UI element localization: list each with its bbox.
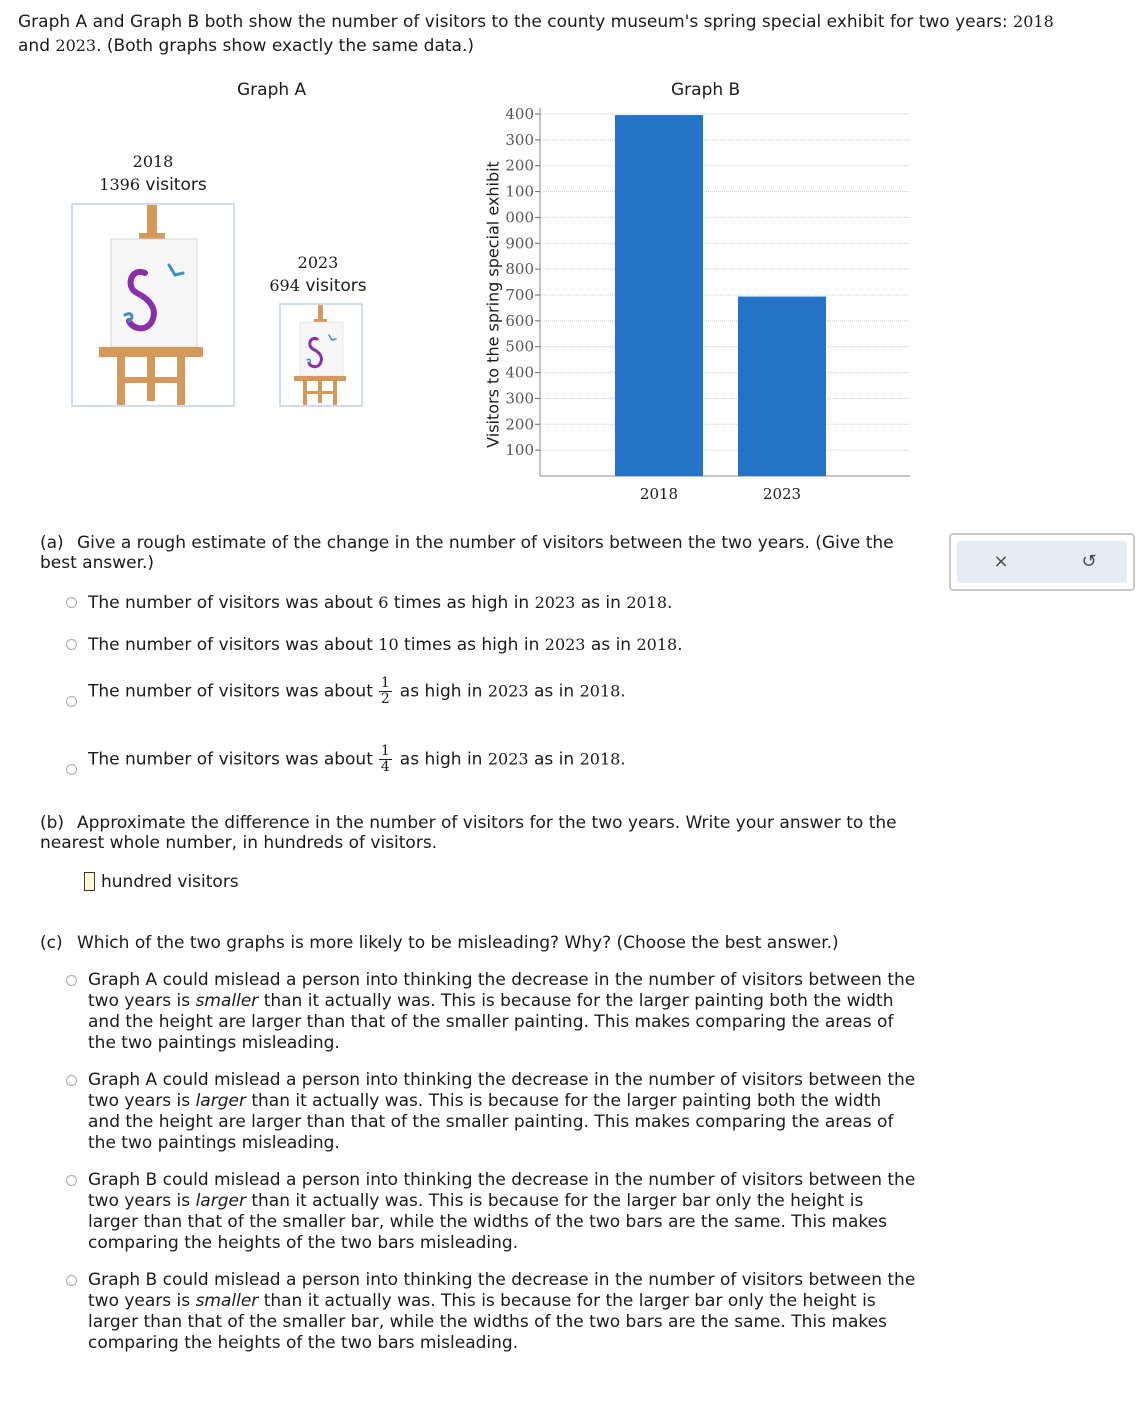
y-tick-label: 100 [505,182,534,201]
easel-painting-small-icon [281,305,361,405]
y-tick-label: 500 [505,337,534,356]
x-tick-label-2023: 2023 [762,485,802,503]
radio-button[interactable] [66,639,77,650]
y-tick-label: 800 [505,260,534,279]
painting-2018-frame [71,203,235,407]
graph-b-title: Graph B [671,80,741,100]
part-c-option-3[interactable]: Graph B could mislead a person into thinking the decrease in the number of visitors between the two years is larger than it actually was. This is because for the larger bar only the height is larger than that of the smaller bar, while the widths of the two bars are the same. This makes comparing the heights of the two bars misleading. [66,1170,916,1254]
intro-text: Graph A and Graph B both show the number of visitors to the county museum's spring special exhibit for two years: 2018 and 2023. (Both graphs show exactly the same data.) [18,12,1054,56]
radio-button[interactable] [66,975,77,986]
radio-button[interactable] [66,764,77,775]
radio-button[interactable] [66,696,77,707]
part-a-option-2[interactable]: The number of visitors was about 10 times as high in 2023 as in 2018. [66,634,916,656]
fraction-one-quarter: $\frac{1}{4}$ [380,743,390,775]
intro-year-2: 2023 [55,36,97,55]
part-c-option-2[interactable]: Graph A could mislead a person into thinking the decrease in the number of visitors between the two years is larger than it actually was. This is because for the larger painting both the width and the height are larger than that of the smaller painting. This makes comparing the areas of the two paintings misleading. [66,1070,916,1154]
part-a-question: (a) Give a rough estimate of the change in the number of visitors between the two years. (Give the best answer.) [40,533,894,573]
y-tick-label: 400 [505,105,534,123]
bar-2023 [738,297,826,476]
y-tick-label: 300 [505,130,534,149]
clear-button[interactable]: × [993,551,1009,572]
part-b-question: (b) Approximate the difference in the number of visitors for the two years. Write your answer to the nearest whole number, in hundreds of visitors. [40,813,897,853]
y-tick-label: 100 [505,441,534,460]
graph-a-label-2023: 2023 694 visitors [269,253,367,296]
part-c-question: (c) Which of the two graphs is more likely to be misleading? Why? (Choose the best answer.) [40,933,839,953]
intro-year-1: 2018 [1013,12,1054,31]
painting-2023-frame [279,303,363,407]
part-b-answer-row [84,872,239,892]
x-tick-label-2018: 2018 [639,485,679,503]
radio-button[interactable] [66,597,77,608]
graph-a-label-2018: 2018 1396 visitors [99,152,207,195]
radio-button[interactable] [66,1275,77,1286]
y-tick-label: 000 [505,208,534,227]
part-a-option-3[interactable]: The number of visitors was about $\frac{1}{2}$ as high in 2023 as in 2018. [66,676,916,707]
chart-y-axis-label: Visitors to the spring special exhibit [483,161,503,448]
y-tick-label: 300 [505,389,534,408]
y-tick-label: 200 [505,415,534,434]
part-a-option-1[interactable]: The number of visitors was about 6 times as high in 2023 as in 2018. [66,592,916,614]
radio-button[interactable] [66,1175,77,1186]
part-c-option-4[interactable]: Graph B could mislead a person into thinking the decrease in the number of visitors between the two years is smaller than it actually was. This is because for the larger bar only the height is larger than that of the smaller bar, while the widths of the two bars are the same. This makes comparing the heights of the two bars misleading. [66,1270,916,1354]
undo-button[interactable]: ↺ [1081,551,1097,572]
y-tick-label: 400 [505,363,534,382]
bar-2018 [615,115,703,476]
answer-unit: hundred visitors [101,872,239,892]
graph-a-title: Graph A [237,80,307,100]
answer-input[interactable] [84,872,95,891]
radio-button[interactable] [66,1075,77,1086]
y-tick-label: 700 [505,286,534,304]
graph-b-bar-chart [480,98,920,508]
y-tick-label: 900 [505,234,534,253]
part-a-option-4[interactable]: The number of visitors was about $\frac{1}{4}$ as high in 2023 as in 2018. [66,744,916,775]
y-tick-label: 200 [505,156,534,175]
answer-toolbar [949,533,1135,591]
y-tick-label: 600 [505,311,534,330]
fraction-one-half: $\frac{1}{2}$ [380,675,390,707]
part-c-option-1[interactable]: Graph A could mislead a person into thinking the decrease in the number of visitors between the two years is smaller than it actually was. This is because for the larger painting both the width and the height are larger than that of the smaller painting. This makes comparing the areas of the two paintings misleading. [66,970,916,1054]
easel-painting-large-icon [73,205,233,405]
